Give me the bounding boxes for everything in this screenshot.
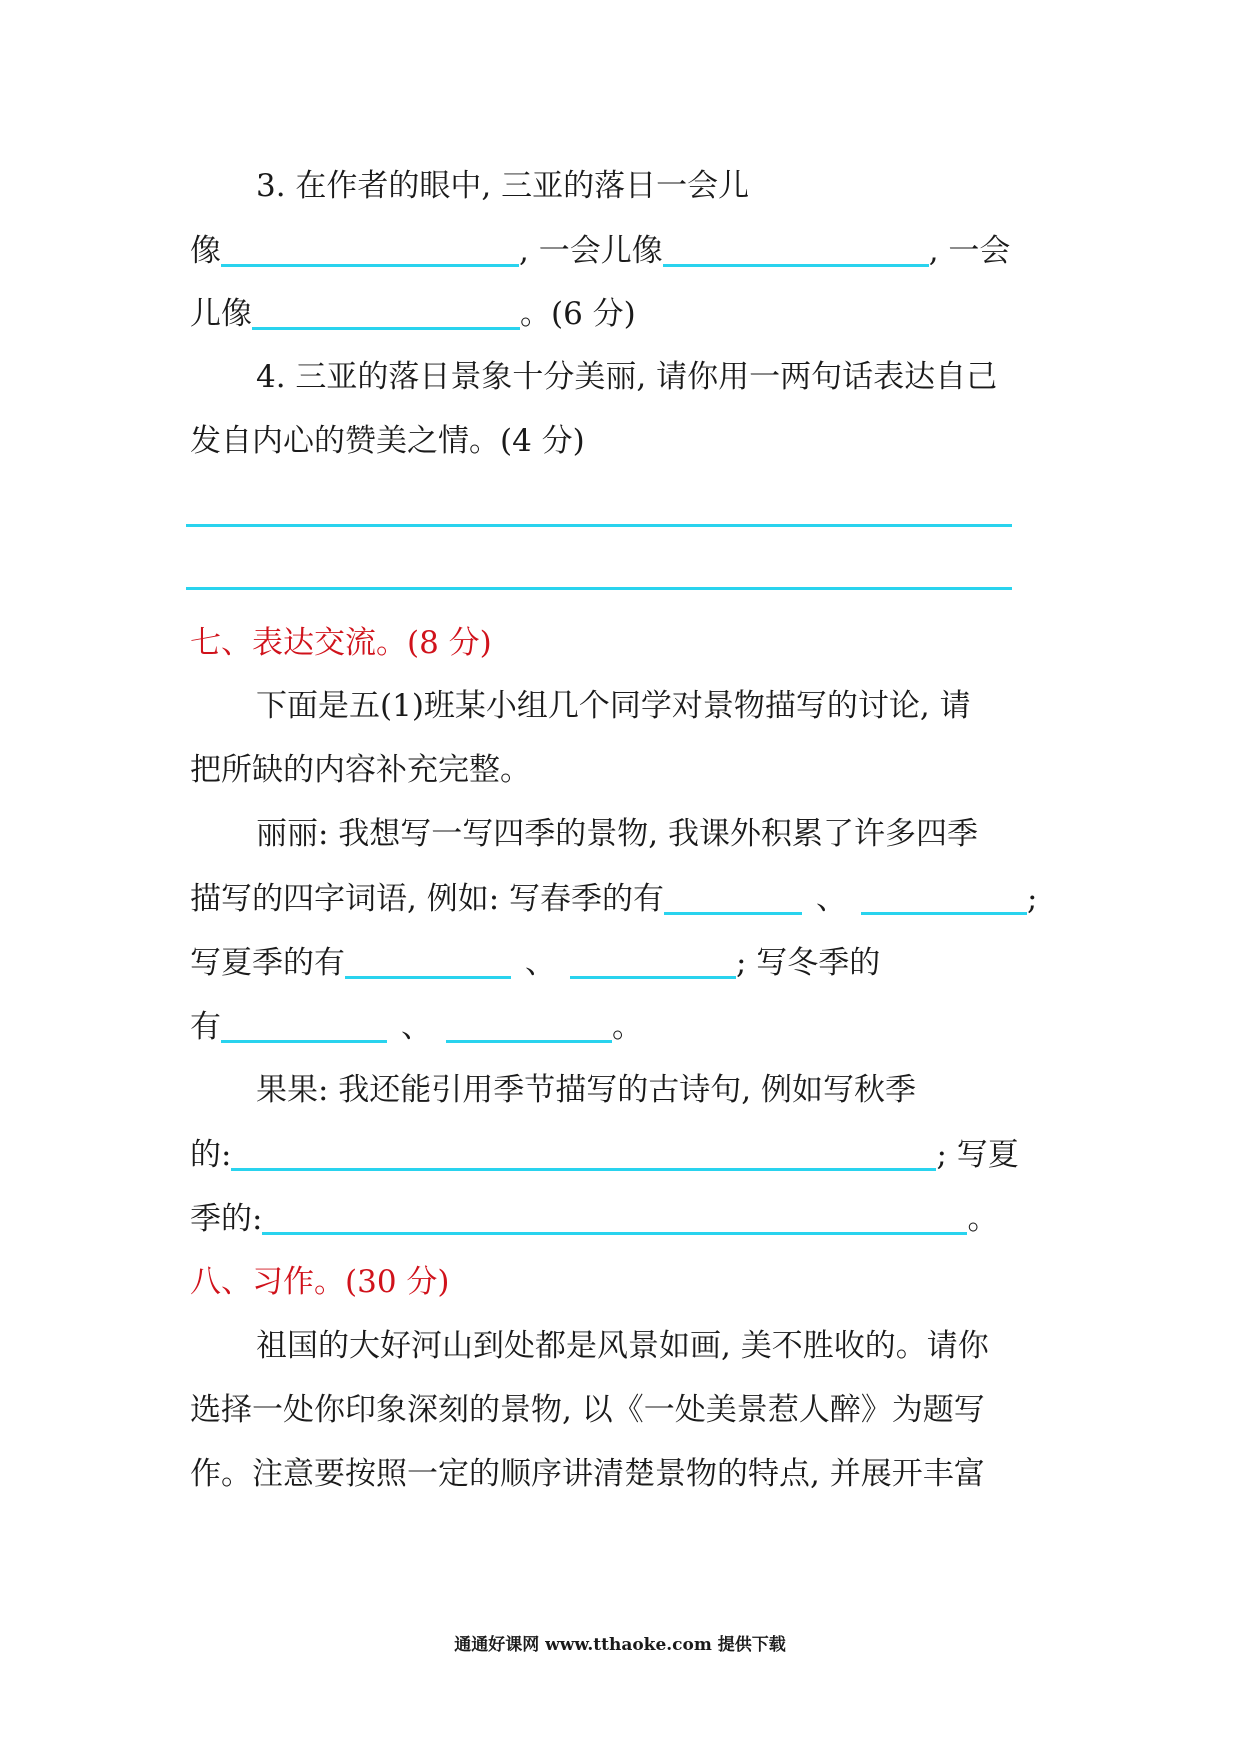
answer-blank[interactable] (262, 1198, 967, 1235)
s7-lili1: 丽丽: 我想写一写四季的景物, 我课外积累了许多四季 (256, 816, 979, 852)
answer-blank[interactable] (664, 878, 802, 915)
answer-line[interactable] (186, 587, 1012, 590)
s7-winter-text: ; 写冬季的 (736, 945, 881, 981)
s7-summer2b-text: 季的: (190, 1201, 263, 1237)
s8-p2: 选择一处你印象深刻的景物, 以《一处美景惹人醉》为题写 (190, 1392, 985, 1428)
s7-summer (190, 942, 880, 983)
s7-summer2a-text: ; 写夏 (936, 1137, 1019, 1173)
s7-you-text: 有 (190, 1009, 221, 1045)
s8-p3: 作。注意要按照一定的顺序讲清楚景物的特点, 并展开丰富 (190, 1456, 985, 1492)
semicolon: ; (1027, 881, 1038, 917)
s7-lili2-text: 描写的四字词语, 例如: 写春季的有 (190, 881, 665, 917)
s7-autumn-text: 的: (190, 1137, 232, 1173)
section-7-heading: 七、表达交流。(8 分) (190, 625, 492, 661)
answer-blank[interactable] (570, 942, 736, 979)
period: 。 (967, 1201, 999, 1237)
q3-text-c: , 一会 (928, 233, 1011, 269)
s7-intro2: 把所缺的内容补充完整。 (190, 752, 531, 788)
answer-blank[interactable] (221, 230, 519, 267)
answer-blank[interactable] (221, 1006, 387, 1043)
q4-line2: 发自内心的赞美之情。(4 分) (190, 423, 585, 459)
q3-line1: 3. 在作者的眼中, 三亚的落日一会儿 (256, 168, 750, 204)
q3-text-d: 儿像 (190, 296, 252, 332)
s7-guoguo1: 果果: 我还能引用季节描写的古诗句, 例如写秋季 (256, 1072, 917, 1108)
q3-text-b: , 一会儿像 (519, 233, 663, 269)
separator: 、 (525, 945, 556, 981)
s7-lili2 (190, 878, 1037, 919)
answer-blank[interactable] (663, 230, 929, 267)
s7-summer-text: 写夏季的有 (190, 945, 345, 981)
q3-text-e: 。(6 分) (520, 296, 636, 332)
answer-blank[interactable] (252, 293, 520, 330)
s7-summer2 (190, 1198, 998, 1239)
answer-blank[interactable] (861, 878, 1027, 915)
answer-blank[interactable] (345, 942, 511, 979)
q3-text-a: 像 (190, 233, 221, 269)
q3-line3 (190, 293, 636, 334)
section-8-heading: 八、习作。(30 分) (190, 1264, 450, 1300)
answer-blank[interactable] (231, 1134, 936, 1171)
s8-p1: 祖国的大好河山到处都是风景如画, 美不胜收的。请你 (256, 1328, 989, 1364)
footer: 通通好课网 www.tthaoke.com 提供下载 (454, 1635, 786, 1655)
separator: 、 (401, 1009, 432, 1045)
s7-intro1: 下面是五(1)班某小组几个同学对景物描写的讨论, 请 (256, 688, 971, 724)
q3-line2 (190, 230, 1010, 271)
s7-autumn (190, 1134, 1019, 1175)
separator: 、 (816, 881, 848, 917)
answer-blank[interactable] (446, 1006, 612, 1043)
s7-winter-line (190, 1006, 643, 1047)
period: 。 (612, 1009, 643, 1045)
answer-line[interactable] (186, 524, 1012, 527)
q4-line1: 4. 三亚的落日景象十分美丽, 请你用一两句话表达自己 (256, 359, 998, 395)
